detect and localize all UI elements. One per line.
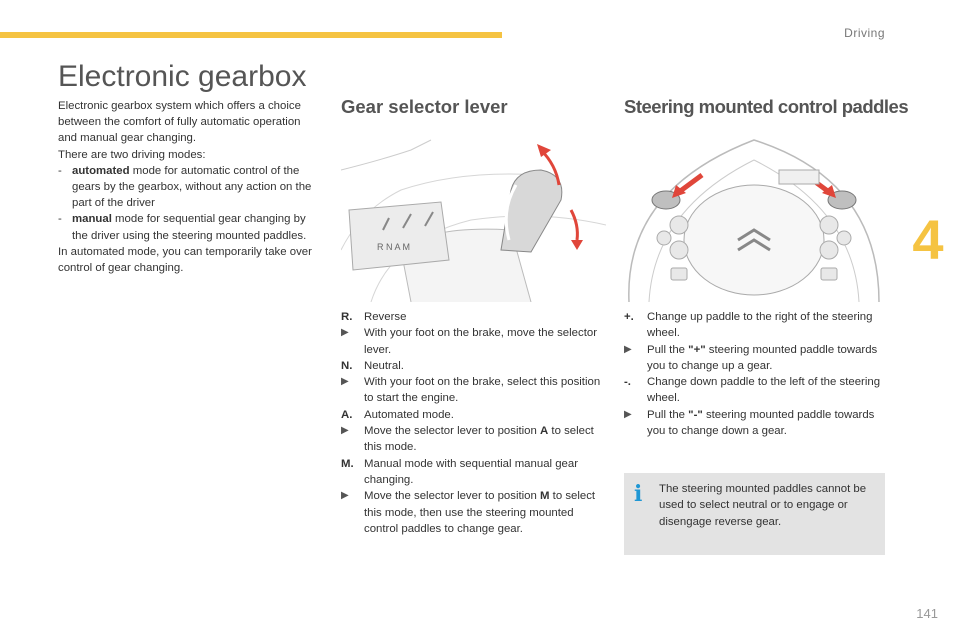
step-bullet-icon: ▶ [624,408,632,420]
step-bullet-icon: ▶ [341,490,349,502]
gear-lever-image [341,130,606,302]
mode-automated-desc: mode for automatic control of the gears by the gearbox, without any action on the part of the driver [72,164,312,210]
step-neutral: ▶ With your foot on the brake, select this position to start the engine. [341,374,603,407]
mode-automated: - automated mode for automatic control of the gears by the gearbox, without any action on the part of the driver [58,164,312,210]
gear-selector-title: Gear selector lever [341,96,508,117]
def-minus: -. Change down paddle to the left of the steering wheel. [624,376,881,405]
top-accent-bar [0,32,502,38]
mode-manual: - manual mode for sequential gear changing by the driver using the steering mounted paddles. [58,213,307,242]
steering-wheel-image [624,130,885,302]
def-reverse: R. Reverse [341,311,407,323]
mode-automated-term: automated [72,164,130,177]
step-bullet-icon: ▶ [341,425,349,437]
step-bullet-icon: ▶ [341,327,349,339]
def-neutral: N. Neutral. [341,359,404,372]
chapter-number: 4 [912,208,944,271]
info-text: The steering mounted paddles cannot be used to select neutral or to engage or disengage reverse gear. [659,483,867,528]
intro-lead: Electronic gearbox system which offers a choice between the comfort of fully automatic operation and manual gear changing. [58,100,301,145]
intro-modes-line: There are two driving modes: [58,148,206,161]
step-manual: ▶ Move the selector lever to position M to select this mode, then use the steering mounted control paddles to change gear. [341,488,603,537]
page-number: 141 [916,606,938,621]
paddles-definitions [624,309,886,439]
def-manual: M. Manual mode with sequential manual gear changing. [341,457,579,486]
step-bullet-icon: ▶ [341,376,349,388]
def-automated: A. Automated mode. [341,408,454,421]
section-label: Driving [844,26,885,40]
step-minus: ▶ Pull the "-" steering mounted paddle towards you to change down a gear. [624,407,886,440]
step-automated: ▶ Move the selector lever to position A to select this mode. [341,423,603,456]
paddles-title: Steering mounted control paddles [624,96,909,117]
gear-selector-illustration [341,130,606,302]
intro-text [58,98,320,276]
step-reverse: ▶ With your foot on the brake, move the selector lever. [341,325,603,358]
intro-closing: In automated mode, you can temporarily take over control of gear changing. [58,245,312,275]
paddles-illustration [624,130,885,302]
mode-manual-term: manual [72,213,112,226]
info-box [624,473,885,555]
gear-gate-letters: R N A M [377,242,411,252]
step-bullet-icon: ▶ [624,343,632,355]
def-plus: +. Change up paddle to the right of the steering wheel. [624,311,873,340]
mode-manual-desc: mode for sequential gear changing by the driver using the steering mounted paddles. [72,213,307,242]
step-plus: ▶ Pull the "+" steering mounted paddle towards you to change up a gear. [624,342,886,375]
page-title: Electronic gearbox [58,60,307,93]
gear-selector-definitions [341,309,603,537]
info-icon: i [634,481,643,507]
